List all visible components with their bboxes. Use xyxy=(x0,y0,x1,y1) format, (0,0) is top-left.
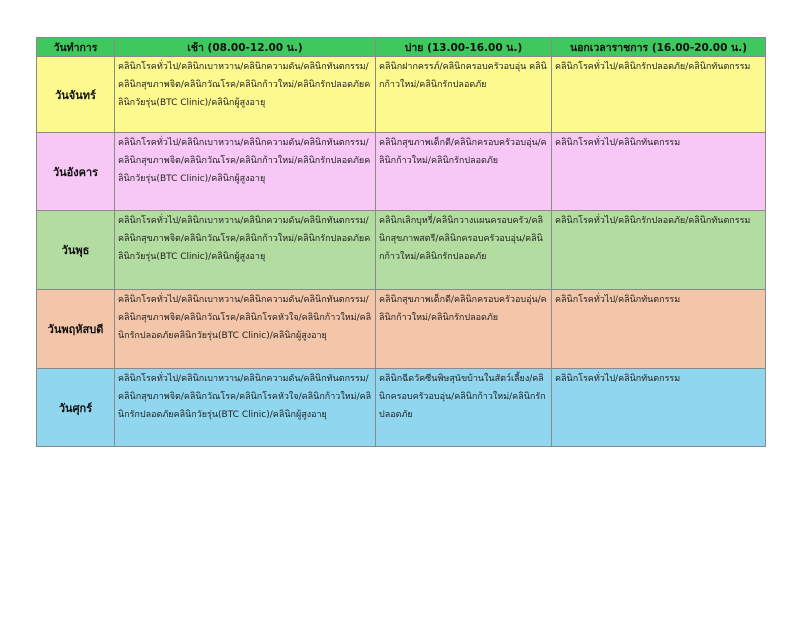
table-header-row xyxy=(37,38,766,57)
morning-clinics: คลินิกโรคทั่วไป/คลินิกเบาหวาน/คลินิกความดัน/คลินิกทันตกรรม/คลินิกสุขภาพจิต/คลินิกวัณโรค/คลินิกโรคหัวใจ/คลินิกก้าวใหม่/คลินิกรักปลอดภัยคลินิกวัยรุ่น(BTC Clinic)/คลินิกผู้สูงอายุ xyxy=(115,290,376,369)
header-morning: เช้า (08.00-12.00 น.) xyxy=(115,38,376,57)
afternoon-clinics: คลินิกฉีดวัคซีนพิษสุนัขบ้านในสัตว์เลี้ยง/คลินิกครอบครัวอบอุ่น/คลินิกก้าวใหม่/คลินิกรักปลอดภัย xyxy=(376,369,552,447)
day-label: วันพฤหัสบดี xyxy=(37,290,115,369)
header-evening: นอกเวลาราชการ (16.00-20.00 น.) xyxy=(552,38,766,57)
morning-clinics: คลินิกโรคทั่วไป/คลินิกเบาหวาน/คลินิกความดัน/คลินิกทันตกรรม/คลินิกสุขภาพจิต/คลินิกวัณโรค/คลินิกก้าวใหม่/คลินิกรักปลอดภัยคลินิกวัยรุ่น(BTC Clinic)/คลินิกผู้สูงอายุ xyxy=(115,57,376,133)
afternoon-clinics: คลินิกสุขภาพเด็กดี/คลินิกครอบครัวอบอุ่น/คลินิกก้าวใหม่/คลินิกรักปลอดภัย xyxy=(376,290,552,369)
table-row-friday xyxy=(37,369,766,447)
table-row-tuesday xyxy=(37,133,766,211)
header-day: วันทำการ xyxy=(37,38,115,57)
table-row-thursday xyxy=(37,290,766,369)
clinic-schedule-table xyxy=(36,37,766,447)
afternoon-clinics: คลินิกเลิกบุหรี่/คลินิกวางแผนครอบครัว/คลินิกสุขภาพสตรี/คลินิกครอบครัวอบอุ่น/คลินิกก้าวใหม่/คลินิกรักปลอดภัย xyxy=(376,211,552,290)
evening-clinics: คลินิกโรคทั่วไป/คลินิกทันตกรรม xyxy=(552,290,766,369)
evening-clinics: คลินิกโรคทั่วไป/คลินิกทันตกรรม xyxy=(552,133,766,211)
evening-clinics: คลินิกโรคทั่วไป/คลินิกรักปลอดภัย/คลินิกทันตกรรม xyxy=(552,211,766,290)
afternoon-clinics: คลินิกสุขภาพเด็กดี/คลินิกครอบครัวอบอุ่น/คลินิกก้าวใหม่/คลินิกรักปลอดภัย xyxy=(376,133,552,211)
day-label: วันพุธ xyxy=(37,211,115,290)
morning-clinics: คลินิกโรคทั่วไป/คลินิกเบาหวาน/คลินิกความดัน/คลินิกทันตกรรม/คลินิกสุขภาพจิต/คลินิกวัณโรค/คลินิกก้าวใหม่/คลินิกรักปลอดภัยคลินิกวัยรุ่น(BTC Clinic)/คลินิกผู้สูงอายุ xyxy=(115,211,376,290)
evening-clinics: คลินิกโรคทั่วไป/คลินิกรักปลอดภัย/คลินิกทันตกรรม xyxy=(552,57,766,133)
day-label: วันอังคาร xyxy=(37,133,115,211)
day-label: วันศุกร์ xyxy=(37,369,115,447)
morning-clinics: คลินิกโรคทั่วไป/คลินิกเบาหวาน/คลินิกความดัน/คลินิกทันตกรรม/คลินิกสุขภาพจิต/คลินิกวัณโรค/คลินิกโรคหัวใจ/คลินิกก้าวใหม่/คลินิกรักปลอดภัยคลินิกวัยรุ่น(BTC Clinic)/คลินิกผู้สูงอายุ xyxy=(115,369,376,447)
header-afternoon: บ่าย (13.00-16.00 น.) xyxy=(376,38,552,57)
table-row-monday xyxy=(37,57,766,133)
morning-clinics: คลินิกโรคทั่วไป/คลินิกเบาหวาน/คลินิกความดัน/คลินิกทันตกรรม/คลินิกสุขภาพจิต/คลินิกวัณโรค/คลินิกก้าวใหม่/คลินิกรักปลอดภัยคลินิกวัยรุ่น(BTC Clinic)/คลินิกผู้สูงอายุ xyxy=(115,133,376,211)
evening-clinics: คลินิกโรคทั่วไป/คลินิกทันตกรรม xyxy=(552,369,766,447)
day-label: วันจันทร์ xyxy=(37,57,115,133)
afternoon-clinics: คลินิกฝากครรภ์/คลินิกครอบครัวอบอุ่น คลินิกก้าวใหม่/คลินิกรักปลอดภัย xyxy=(376,57,552,133)
table-row-wednesday xyxy=(37,211,766,290)
